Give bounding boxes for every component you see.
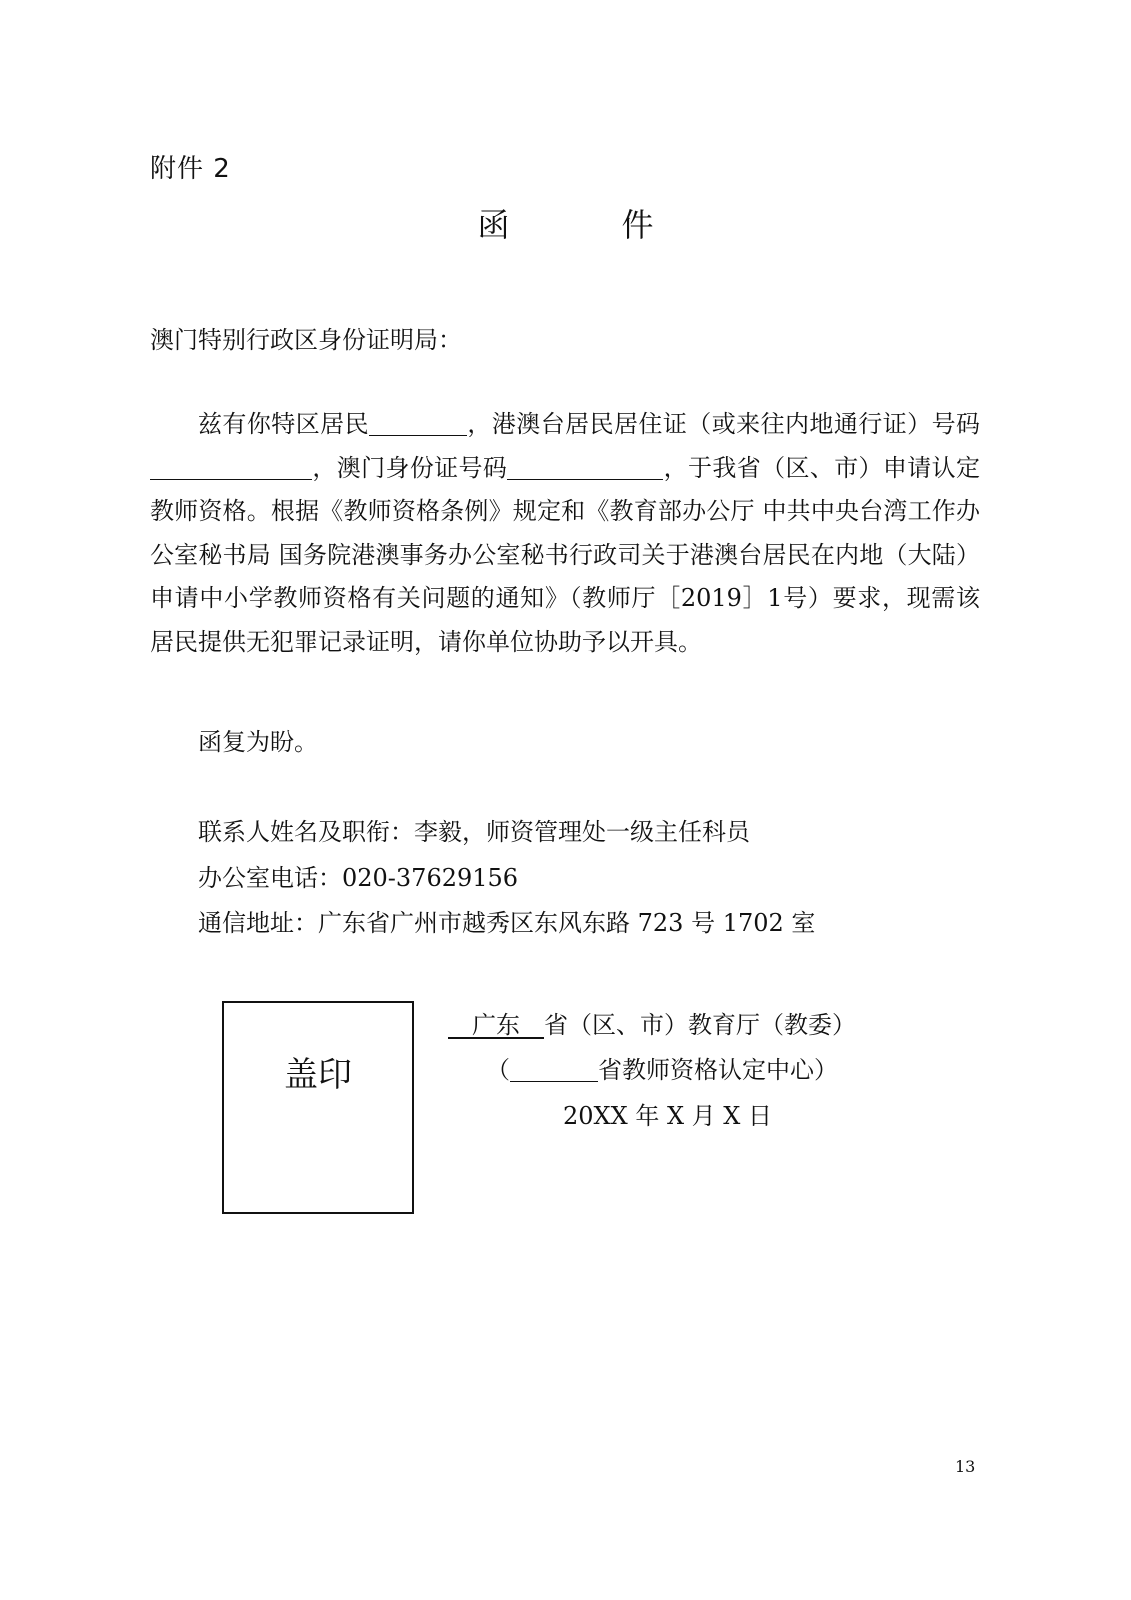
- body-text-part-4: ，于我省（区、市）申请认定教师资格。根据《教师资格条例》规定和《教育部办公厅 中共中央台湾工作办公室秘书局 国务院港澳事务办公室秘书行政司关于港澳台居民在内地（大陆）申请中小学教师资格有关问题的通知》（教师厅［2019］1号）要求，现需该居民提供无犯罪记录证明，请你单位协助予以开具。: [150, 453, 981, 656]
- contact-person: 联系人姓名及职衔：李毅，师资管理处一级主任科员: [198, 818, 750, 846]
- contact-address: 通信地址：广东省广州市越秀区东风东路 723 号 1702 室: [198, 909, 816, 937]
- province-underlined: [448, 1011, 544, 1039]
- macau-id-number-blank: [507, 453, 663, 480]
- body-text-part-1: 兹有你特区居民: [198, 410, 369, 438]
- province-name: 广东: [472, 1011, 520, 1039]
- signature-date: 20XX 年 X 月 X 日: [563, 1102, 773, 1130]
- attachment-label: 附件 2: [150, 154, 231, 184]
- body-text-part-3: ，澳门身份证号码: [312, 453, 508, 482]
- stamp-label: 盖印: [284, 1055, 352, 1095]
- center-province-blank: [510, 1055, 598, 1082]
- signature-center: [486, 1050, 838, 1085]
- stamp-box: [222, 1001, 414, 1214]
- document-title: 函 件: [477, 206, 694, 244]
- contact-phone: 办公室电话：020-37629156: [198, 864, 519, 892]
- center-open-paren: （: [486, 1056, 510, 1084]
- resident-name-blank: [369, 409, 467, 436]
- permit-number-blank: [150, 453, 312, 480]
- department-suffix: 省（区、市）教育厅（教委）: [544, 1011, 856, 1039]
- addressee: 澳门特别行政区身份证明局：: [150, 326, 462, 354]
- signature-department: [448, 1005, 856, 1040]
- closing-line: 函复为盼。: [198, 728, 318, 756]
- page-number: 13: [955, 1457, 976, 1476]
- center-suffix: 省教师资格认定中心）: [598, 1056, 838, 1084]
- letter-body: [150, 403, 980, 664]
- body-text-part-2: ，港澳台居民居住证（或来往内地通行证）号码: [467, 410, 980, 438]
